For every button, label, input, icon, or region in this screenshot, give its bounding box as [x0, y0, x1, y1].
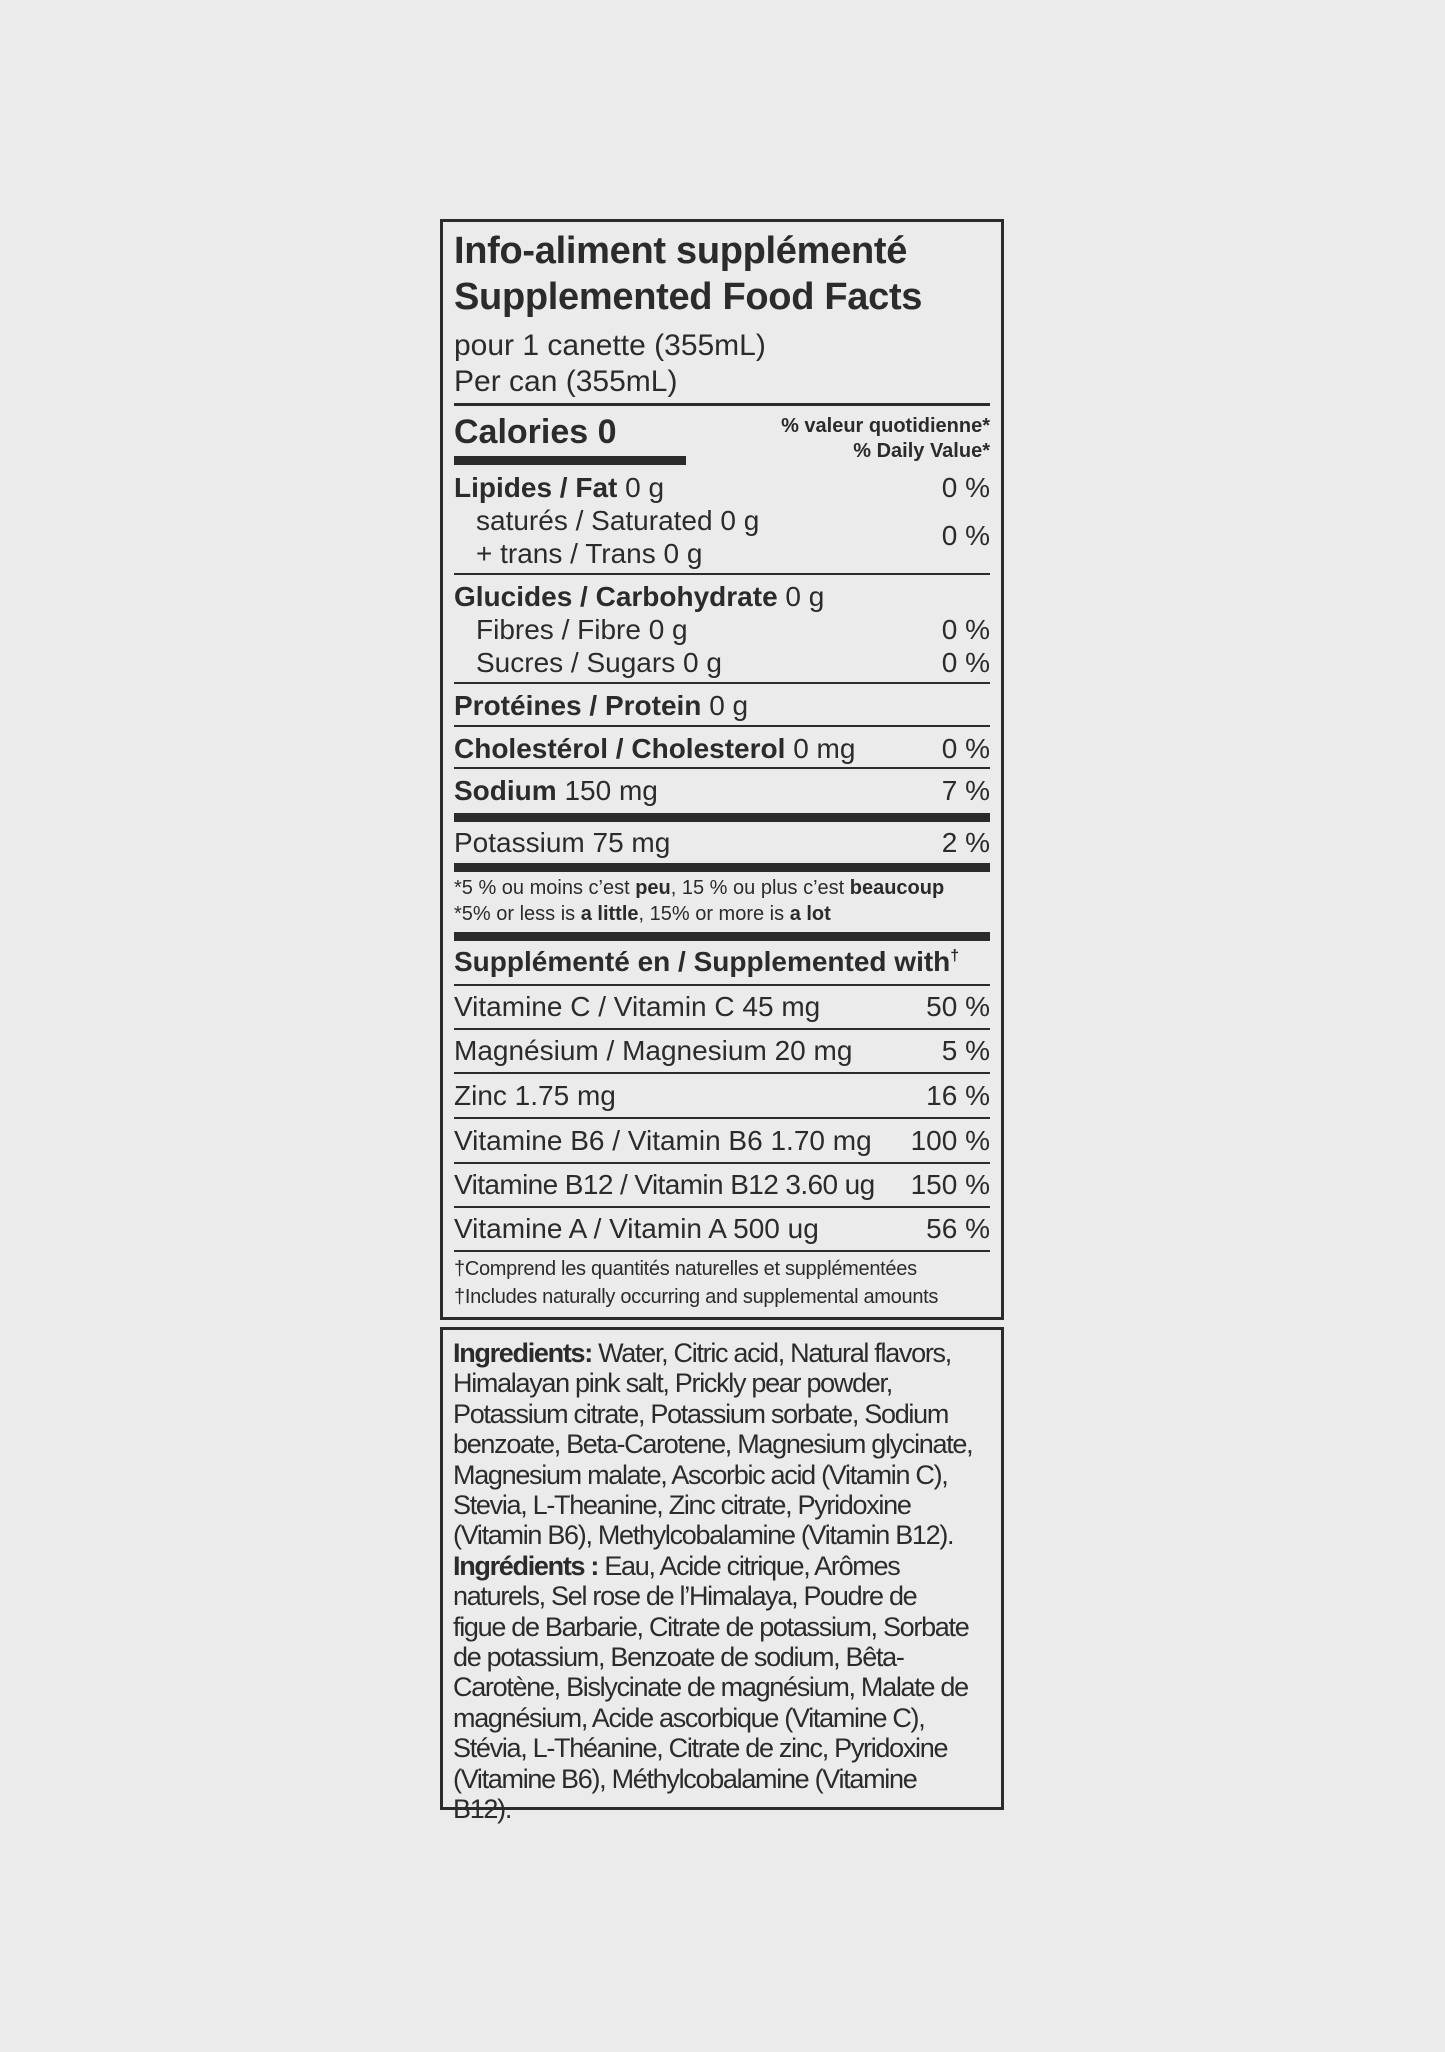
calories: Calories 0	[454, 413, 617, 451]
divider	[454, 682, 990, 684]
ingredients-french	[453, 1551, 973, 1825]
supplemented-header: Supplémenté en / Supplemented with†	[454, 946, 960, 977]
supplement-zinc-dv: 16 %	[926, 1080, 990, 1111]
supplement-footnote-english: †Includes naturally occurring and supplemental amounts	[454, 1286, 939, 1308]
fat-row	[454, 472, 664, 504]
sugars: Sucres / Sugars 0 g	[476, 647, 722, 678]
nutrition-facts-table	[440, 219, 1004, 1320]
supplement-footnote-french: †Comprend les quantités naturelles et supplémentées	[454, 1258, 917, 1280]
supplement-vitamin-c: Vitamine C / Vitamin C 45 mg	[454, 991, 821, 1022]
divider	[454, 767, 990, 769]
supplement-vitamin-b12-dv: 150 %	[910, 1169, 990, 1200]
serving-size-english: Per can (355mL)	[454, 365, 678, 398]
divider	[454, 725, 990, 727]
daily-value-header-french: % valeur quotidienne*	[781, 415, 990, 437]
divider	[454, 1162, 990, 1164]
fibre: Fibres / Fibre 0 g	[476, 614, 688, 645]
sodium-amount: 150 mg	[564, 775, 658, 806]
fat-amount: 0 g	[625, 472, 665, 503]
divider	[454, 1250, 990, 1252]
cholesterol-amount: 0 mg	[793, 733, 856, 764]
carbohydrate-amount: 0 g	[785, 581, 825, 612]
cholesterol-label: Cholestérol / Cholesterol	[454, 733, 786, 764]
divider	[454, 1206, 990, 1208]
divider	[454, 1117, 990, 1119]
carbohydrate-row	[454, 581, 824, 613]
cholesterol-dv: 0 %	[941, 733, 990, 764]
daily-value-footnote-french: *5 % ou moins c’est peu, 15 % ou plus c’est beaucoup	[454, 877, 945, 899]
supplement-vitamin-b6-dv: 100 %	[910, 1125, 990, 1156]
divider-thick	[454, 932, 990, 941]
ingredients-panel	[440, 1327, 1004, 1825]
daily-value-header-english: % Daily Value*	[853, 440, 990, 462]
trans-fat: + trans / Trans 0 g	[476, 538, 703, 569]
title-english: Supplemented Food Facts	[454, 276, 923, 318]
supplement-magnesium: Magnésium / Magnesium 20 mg	[454, 1035, 853, 1066]
sodium-label: Sodium	[454, 775, 557, 806]
supplement-vitamin-c-dv: 50 %	[926, 991, 990, 1022]
supplement-zinc: Zinc 1.75 mg	[454, 1080, 616, 1111]
divider-thick	[454, 863, 990, 872]
sodium-row	[454, 775, 658, 807]
protein-row	[454, 690, 748, 722]
potassium-dv: 2 %	[941, 827, 990, 858]
fibre-dv: 0 %	[941, 614, 990, 645]
supplement-vitamin-a-dv: 56 %	[926, 1213, 990, 1244]
sugars-dv: 0 %	[941, 647, 990, 678]
ingredients-french-list: Eau, Acide citrique, Arômes naturels, Sel rose de l’Himalaya, Poudre de figue de Barbarie, Citrate de potassium, Sorbate de potassium, Benzoate de sodium, Bêta-Carotène, Bislycinate de magnésium, Malate de magnésium, Acide ascorbique (Vitamine C), Stévia, L-Théanine, Citrate de zinc, Pyridoxine (Vitamine B6), Méthylcobalamine (Vitamine B12).	[453, 1550, 969, 1825]
divider	[454, 1028, 990, 1030]
protein-label: Protéines / Protein	[454, 690, 702, 721]
carbohydrate-label: Glucides / Carbohydrate	[454, 581, 778, 612]
daily-value-footnote-english: *5% or less is a little, 15% or more is a lot	[454, 903, 831, 925]
ingredients-text	[453, 1338, 973, 1825]
divider	[454, 403, 990, 406]
supplement-vitamin-a: Vitamine A / Vitamin A 500 ug	[454, 1213, 819, 1244]
divider-thick	[454, 813, 990, 822]
fat-dv: 0 %	[941, 472, 990, 503]
supplement-vitamin-b6: Vitamine B6 / Vitamin B6 1.70 mg	[454, 1125, 872, 1156]
ingredients-english	[453, 1338, 973, 1551]
divider	[454, 1072, 990, 1074]
serving-size-french: pour 1 canette (355mL)	[454, 329, 766, 362]
saturated-fat: saturés / Saturated 0 g	[476, 505, 760, 536]
fat-label: Lipides / Fat	[454, 472, 618, 503]
divider	[454, 984, 990, 986]
saturated-trans-dv: 0 %	[941, 520, 990, 551]
title-french: Info-aliment supplémenté	[454, 230, 908, 272]
ingredients-english-label: Ingredients:	[453, 1338, 592, 1368]
supplement-magnesium-dv: 5 %	[941, 1035, 990, 1066]
cholesterol-row	[454, 733, 855, 765]
sodium-dv: 7 %	[941, 775, 990, 806]
protein-amount: 0 g	[709, 690, 749, 721]
supplement-vitamin-b12: Vitamine B12 / Vitamin B12 3.60 ug	[454, 1169, 875, 1200]
calories-bar	[454, 456, 686, 465]
potassium: Potassium 75 mg	[454, 827, 671, 858]
ingredients-french-label: Ingrédients :	[453, 1550, 599, 1581]
divider	[454, 573, 990, 575]
ingredients-english-list: Water, Citric acid, Natural flavors, Himalayan pink salt, Prickly pear powder, Potassium citrate, Potassium sorbate, Sodium benzoate, Beta-Carotene, Magnesium glycinate, Magnesium malate, Ascorbic acid (Vitamin C), Stevia, L-Theanine, Zinc citrate, Pyridoxine (Vitamin B6), Methylcobalamine (Vitamin B12).	[453, 1338, 973, 1551]
